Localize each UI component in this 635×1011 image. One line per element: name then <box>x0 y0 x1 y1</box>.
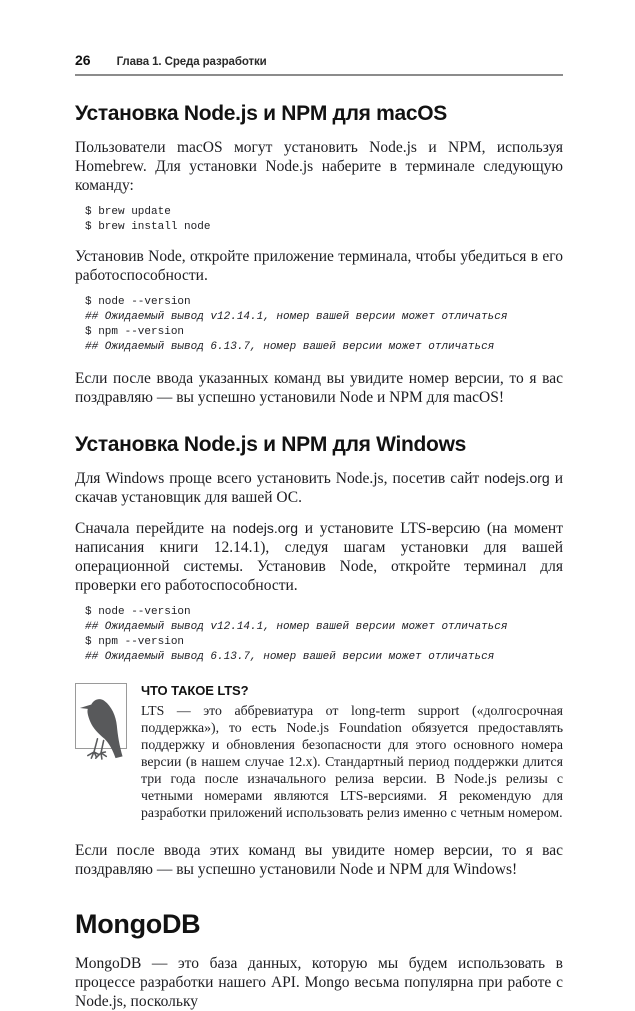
code-line: $ node --version <box>85 296 191 308</box>
text-segment: Для Windows проще всего установить Node.js, посетив сайт <box>75 470 485 487</box>
crow-icon <box>79 688 123 772</box>
paragraph-macos-check: Установив Node, откройте приложение терминала, чтобы убедиться в его работоспособности. <box>75 248 563 284</box>
text-segment: и установите LTS-версию (на момент написания книги 12.14.1), следуя шагам установки для вашей операционной системы. Установив Node, откройте терминал для проверки его работоспособности. <box>75 520 564 594</box>
section-heading-macos: Установка Node.js и NPM для macOS <box>75 102 447 125</box>
chapter-title: Глава 1. Среда разработки <box>116 56 267 68</box>
paragraph-windows-intro <box>75 469 563 507</box>
code-line: $ node --version <box>85 606 191 618</box>
paragraph-macos-success: Если после ввода указанных команд вы увидите номер версии, то я вас поздравляю — вы успешно установили Node и NPM для macOS! <box>75 370 563 406</box>
text-segment: и скачав установщик для вашей ОС. <box>75 470 563 506</box>
page-content <box>75 52 563 1011</box>
paragraph-mongodb-intro: MongoDB — это база данных, которую мы будем использовать в процессе разработки нашего API. Mongo весьма популярна при работе с Node.js, поскольку <box>75 955 563 1010</box>
code-line: $ npm --version <box>85 636 185 648</box>
code-block-version-macos <box>85 295 563 355</box>
code-block-version-windows <box>85 605 563 665</box>
paragraph-windows-success: Если после ввода этих команд вы увидите номер версии, то я вас поздравляю — вы успешно установили Node и NPM для Windows! <box>75 842 563 878</box>
note-text-column <box>141 683 563 821</box>
note-icon-column <box>75 683 127 821</box>
note-title: ЧТО ТАКОЕ LTS? <box>141 683 249 698</box>
code-line: $ npm --version <box>85 326 185 338</box>
code-line: $ brew update <box>85 206 171 218</box>
paragraph-macos-intro: Пользователи macOS могут установить Node.js и NPM, используя Homebrew. Для установки Node.js наберите в терминале следующую команду: <box>75 139 563 194</box>
header-rule <box>75 74 563 76</box>
text-segment: Сначала перейдите на <box>75 520 233 537</box>
note-icon-frame <box>75 683 127 749</box>
code-line: ## Ожидаемый вывод 6.13.7, номер вашей версии может отличаться <box>85 341 495 353</box>
code-line: ## Ожидаемый вывод v12.14.1, номер вашей версии может отличаться <box>85 311 508 323</box>
code-line: ## Ожидаемый вывод v12.14.1, номер вашей версии может отличаться <box>85 621 508 633</box>
paragraph-windows-steps <box>75 519 563 595</box>
code-line: $ brew install node <box>85 221 211 233</box>
lts-note <box>75 683 563 821</box>
section-heading-mongodb: MongoDB <box>75 909 201 939</box>
text-segment: nodejs.org <box>484 470 550 486</box>
note-body: LTS — это аббревиатура от long-term support («долгосрочная поддержка»), то есть Node.js Foundation обязуется предоставлять поддержку и обновления безопасности для этого основного номера версии (в нашем случае 12.x). Стандартный период поддержки длится три года после изначального релиза версии. В Node.js релизы с четными номерами являются LTS-версиями. Я рекомендую для разработки приложений использовать релиз именно с четным номером. <box>141 703 563 820</box>
page-number: 26 <box>75 52 91 68</box>
section-heading-windows: Установка Node.js и NPM для Windows <box>75 433 466 456</box>
code-block-brew <box>85 205 563 235</box>
code-line: ## Ожидаемый вывод 6.13.7, номер вашей версии может отличаться <box>85 651 495 663</box>
running-header <box>75 52 563 68</box>
text-segment: nodejs.org <box>232 520 299 536</box>
